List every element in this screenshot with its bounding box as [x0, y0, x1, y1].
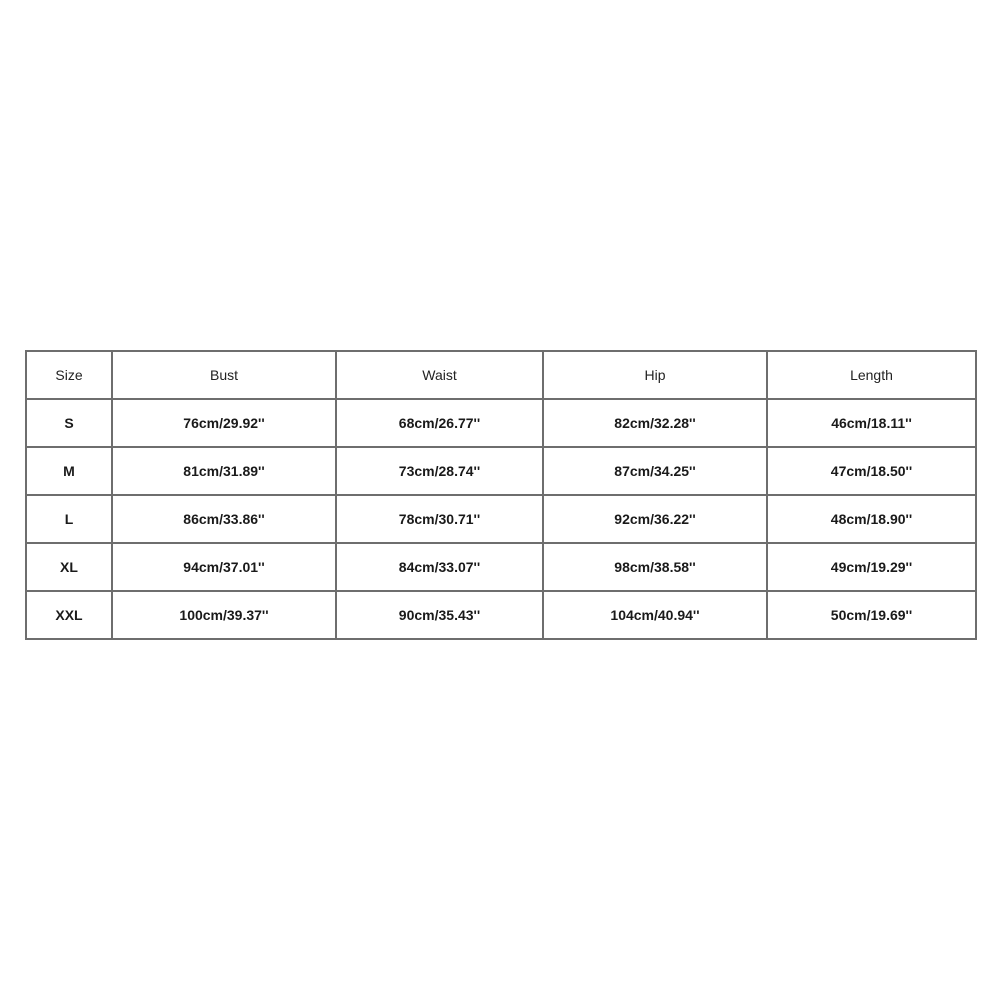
- bust-cell: 94cm/37.01'': [112, 543, 336, 591]
- waist-cell: 84cm/33.07'': [336, 543, 543, 591]
- table-header-row: [26, 351, 976, 399]
- hip-cell: 104cm/40.94'': [543, 591, 767, 639]
- header-waist: Waist: [336, 351, 543, 399]
- size-cell: XL: [26, 543, 112, 591]
- waist-cell: 78cm/30.71'': [336, 495, 543, 543]
- size-chart-table: [25, 350, 977, 640]
- hip-cell: 82cm/32.28'': [543, 399, 767, 447]
- header-size: Size: [26, 351, 112, 399]
- table-row: [26, 447, 976, 495]
- length-cell: 47cm/18.50'': [767, 447, 976, 495]
- table-row: [26, 399, 976, 447]
- size-cell: XXL: [26, 591, 112, 639]
- hip-cell: 92cm/36.22'': [543, 495, 767, 543]
- size-cell: S: [26, 399, 112, 447]
- bust-cell: 81cm/31.89'': [112, 447, 336, 495]
- length-cell: 46cm/18.11'': [767, 399, 976, 447]
- length-cell: 48cm/18.90'': [767, 495, 976, 543]
- hip-cell: 87cm/34.25'': [543, 447, 767, 495]
- table-row: [26, 591, 976, 639]
- length-cell: 50cm/19.69'': [767, 591, 976, 639]
- size-cell: M: [26, 447, 112, 495]
- table-row: [26, 543, 976, 591]
- hip-cell: 98cm/38.58'': [543, 543, 767, 591]
- header-hip: Hip: [543, 351, 767, 399]
- waist-cell: 90cm/35.43'': [336, 591, 543, 639]
- bust-cell: 100cm/39.37'': [112, 591, 336, 639]
- header-length: Length: [767, 351, 976, 399]
- size-cell: L: [26, 495, 112, 543]
- waist-cell: 73cm/28.74'': [336, 447, 543, 495]
- bust-cell: 86cm/33.86'': [112, 495, 336, 543]
- table-row: [26, 495, 976, 543]
- header-bust: Bust: [112, 351, 336, 399]
- bust-cell: 76cm/29.92'': [112, 399, 336, 447]
- length-cell: 49cm/19.29'': [767, 543, 976, 591]
- waist-cell: 68cm/26.77'': [336, 399, 543, 447]
